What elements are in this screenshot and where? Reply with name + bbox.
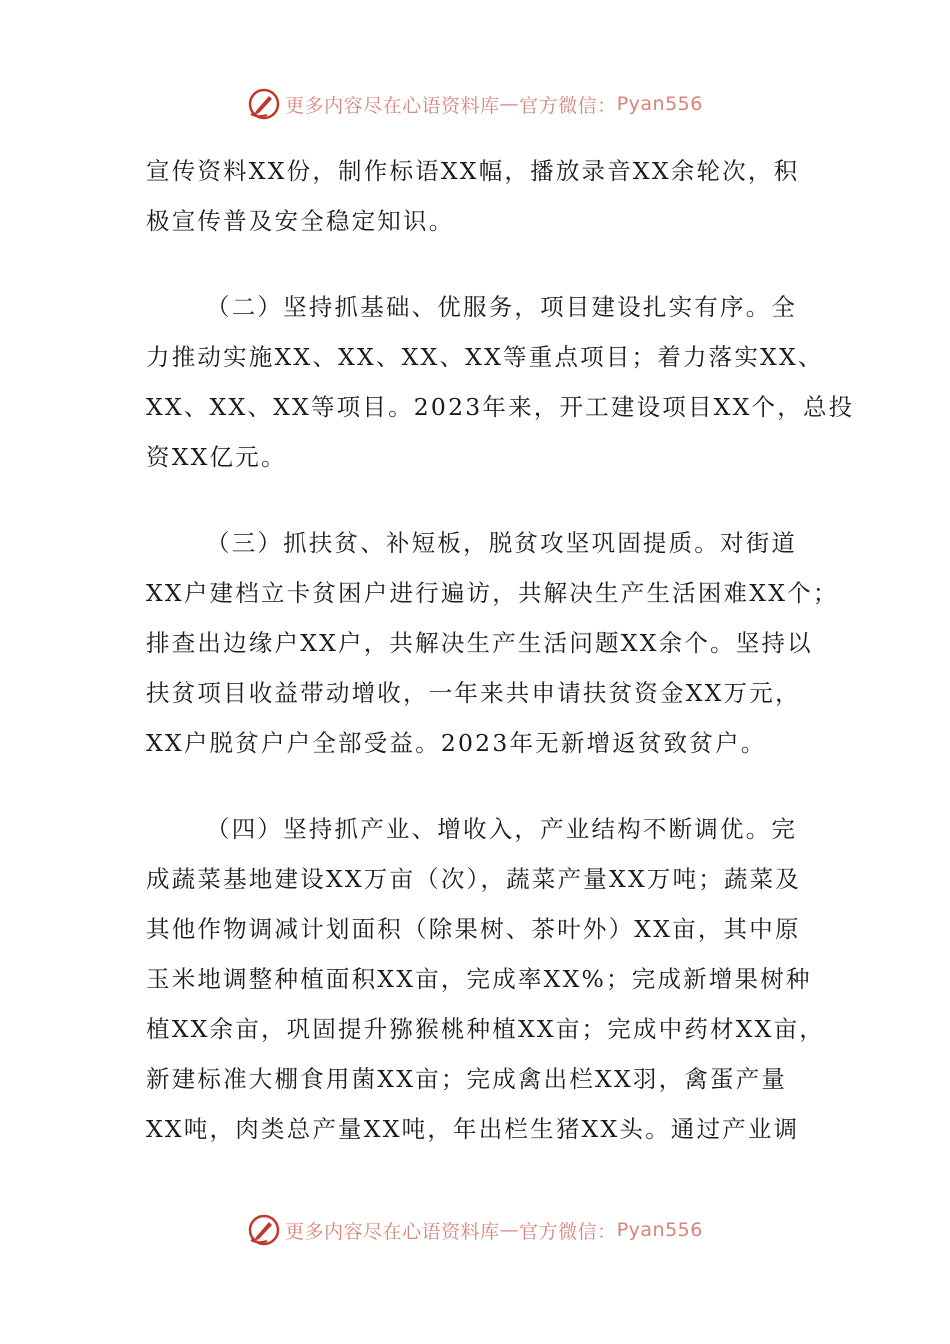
text-line: XX、XX、XX等项目。2023年来，开工建设项目XX个，总投	[146, 393, 855, 421]
text-line: （三）抓扶贫、补短板，脱贫攻坚巩固提质。对街道	[206, 529, 798, 557]
text-line: 力推动实施XX、XX、XX、XX等重点项目；着力落实XX、	[146, 343, 824, 371]
paragraph-1	[146, 146, 806, 246]
banner-brand: 更多内容尽在心语资料库	[285, 1220, 500, 1243]
text-line: 资XX亿元。	[146, 443, 287, 471]
text-line: 宣传资料XX份，制作标语XX幅，播放录音XX余轮次，积	[146, 157, 800, 185]
banner-wechat-label: 官方微信：	[519, 1220, 617, 1243]
paragraph-4	[146, 804, 825, 1154]
text-line: 排查出边缘户XX户，共解决生产生活问题XX余个。坚持以	[146, 629, 813, 657]
banner-wechat-label: 官方微信：	[519, 94, 617, 117]
document-body	[146, 146, 855, 1190]
text-line: XX吨，肉类总产量XX吨，年出栏生猪XX头。通过产业调	[146, 1115, 800, 1143]
text-line: 新建标准大棚食用菌XX亩；完成禽出栏XX羽，禽蛋产量	[146, 1065, 788, 1093]
text-line: （四）坚持抓产业、增收入，产业结构不断调优。完	[206, 815, 798, 843]
pen-logo-icon	[247, 87, 281, 121]
text-line: XX户建档立卡贫困户进行遍访，共解决生产生活困难XX个；	[146, 579, 839, 607]
banner-dash: —	[499, 1219, 520, 1241]
text-line: 成蔬菜基地建设XX万亩（次），蔬菜产量XX万吨；蔬菜及	[146, 865, 802, 893]
text-line: 扶贫项目收益带动增收，一年来共申请扶贫资金XX万元，	[146, 679, 801, 707]
footer-banner	[0, 1210, 950, 1250]
text-line: 其他作物调减计划面积（除果树、茶叶外）XX亩，其中原	[146, 915, 801, 943]
text-line: （二）坚持抓基础、优服务，项目建设扎实有序。全	[206, 293, 798, 321]
text-line: 极宣传普及安全稳定知识。	[146, 207, 455, 235]
text-line: 植XX余亩，巩固提升猕猴桃种植XX亩；完成中药材XX亩，	[146, 1015, 825, 1043]
paragraph-3	[146, 518, 839, 768]
banner-brand: 更多内容尽在心语资料库	[285, 94, 500, 117]
paragraph-2	[146, 282, 855, 482]
banner-dash: —	[499, 93, 520, 115]
banner-wechat-handle: Pyan556	[616, 93, 703, 115]
pen-logo-icon	[247, 1213, 281, 1247]
banner-wechat-handle: Pyan556	[616, 1219, 703, 1241]
header-banner	[0, 84, 950, 124]
text-line: XX户脱贫户户全部受益。2023年无新增返贫致贫户。	[146, 729, 767, 757]
text-line: 玉米地调整种植面积XX亩，完成率XX%；完成新增果树种	[146, 965, 812, 993]
